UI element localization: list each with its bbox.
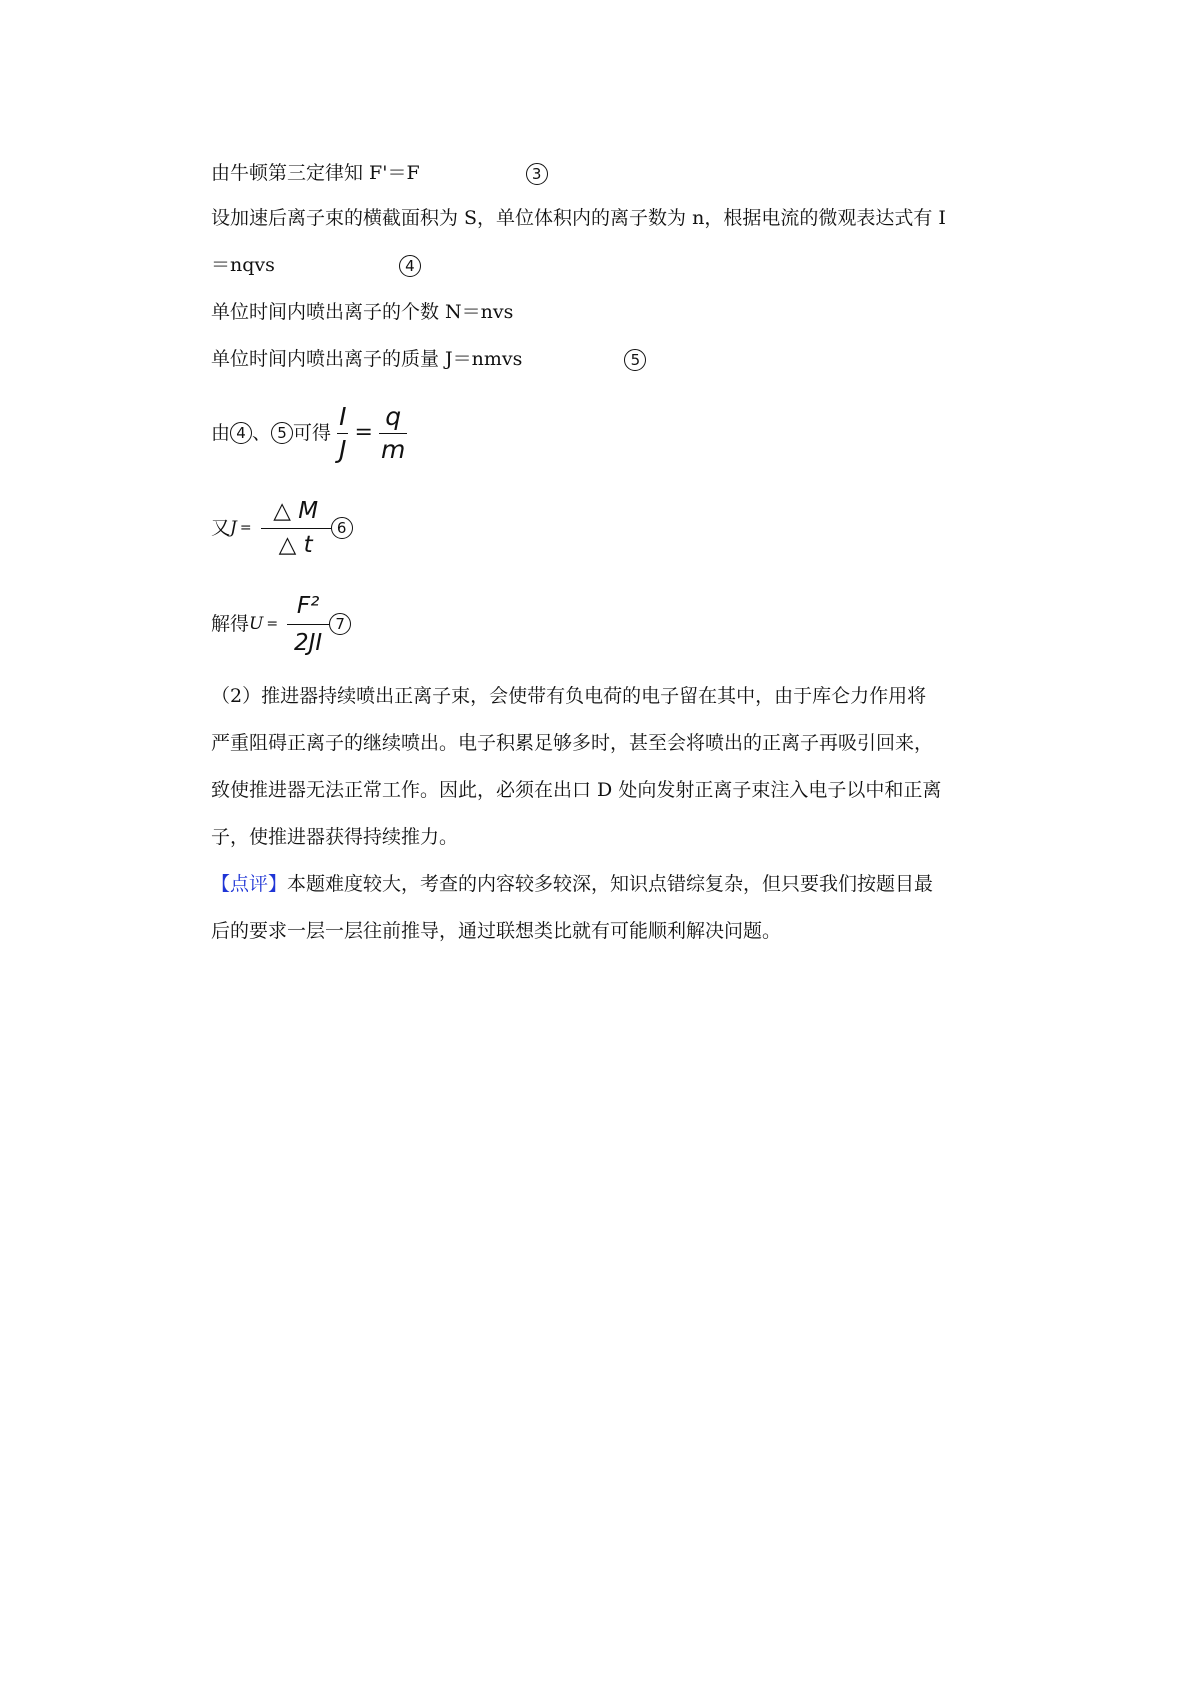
voltage-solution-equation [211, 585, 351, 661]
comment-paragraph [211, 861, 1026, 955]
fraction-numerator: △ M [261, 495, 331, 529]
circled-number-4: 4 [399, 255, 421, 277]
circled-number-6: 6 [331, 517, 353, 539]
part2-line-3: 致使推进器无法正常工作。因此，必须在出口 D 处向发射正离子束注入电子以中和正离 [211, 779, 942, 801]
ion-count-text: 单位时间内喷出离子的个数 N＝nvs [211, 301, 514, 323]
ion-count-line [211, 299, 513, 325]
fraction-denominator: J [339, 434, 347, 464]
newton-third-law-text: 由牛顿第三定律知 F'＝F [211, 162, 420, 184]
fraction-f-squared-over-2ji [287, 588, 329, 661]
mass-rate-equation [211, 492, 353, 562]
fraction-delta-m-over-delta-t [261, 495, 331, 562]
ratio-equation-prefix: 由 [211, 422, 231, 444]
comment-label: 【点评】 [211, 873, 288, 895]
ratio-equation-verb: 可得 [293, 422, 332, 444]
fraction-numerator: I [337, 401, 348, 434]
part2-line-4: 子，使推进器获得持续推力。 [211, 826, 459, 848]
circled-ref-5: 5 [271, 422, 293, 444]
part2-line-1: （2）推进器持续喷出正离子束，会使带有负电荷的电子留在其中，由于库仑力作用将 [211, 685, 927, 707]
equals-sign: = [354, 420, 373, 445]
comment-line-2: 后的要求一层一层往前推导，通过联想类比就有可能顺利解决问题。 [211, 920, 782, 942]
circled-number-5: 5 [624, 349, 646, 371]
equation-line-4 [211, 252, 421, 278]
variable-u: U [249, 614, 264, 634]
equation-line-5 [211, 346, 646, 372]
voltage-solution-prefix: 解得 [211, 613, 250, 635]
comment-text-1: 本题难度较大，考查的内容较多较深，知识点错综复杂，但只要我们按题目最 [287, 873, 934, 895]
fraction-i-over-j [337, 401, 348, 466]
current-expression-line [211, 205, 946, 231]
fraction-q-over-m [379, 401, 407, 466]
variable-j: J [230, 518, 237, 538]
part2-paragraph [211, 673, 1026, 861]
nqvs-text: ＝nqvs [211, 254, 275, 276]
circled-number-3: 3 [526, 163, 548, 185]
circled-ref-4: 4 [230, 422, 252, 444]
fraction-numerator: q [379, 401, 407, 434]
comment-line-1 [211, 861, 1026, 908]
equals-sign: = [266, 616, 279, 632]
fraction-numerator: F² [287, 588, 329, 625]
circled-number-7: 7 [329, 613, 351, 635]
fraction-denominator: m [381, 434, 406, 464]
fraction-denominator: △ t [278, 531, 313, 558]
equals-sign: = [239, 520, 252, 536]
mass-rate-prefix: 又 [211, 517, 231, 539]
ratio-equation-separator: 、 [252, 422, 272, 444]
fraction-denominator: 2JI [294, 629, 323, 656]
ratio-equation [211, 398, 407, 466]
equation-line-3 [211, 160, 548, 186]
ion-mass-text: 单位时间内喷出离子的质量 J＝nmvs [211, 348, 523, 370]
current-expression-text: 设加速后离子束的横截面积为 S，单位体积内的离子数为 n，根据电流的微观表达式有 I [211, 207, 946, 229]
part2-line-2: 严重阻碍正离子的继续喷出。电子积累足够多时，甚至会将喷出的正离子再吸引回来， [211, 732, 934, 754]
